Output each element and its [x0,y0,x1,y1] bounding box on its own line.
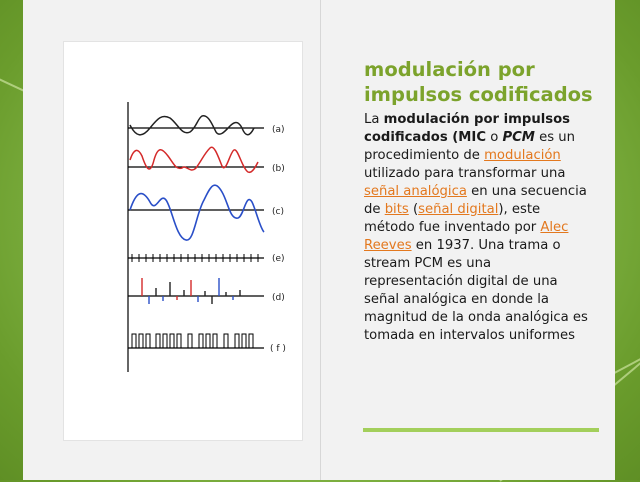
slide-title: modulación por impulsos codificados [364,58,593,106]
label-c: (c) [272,207,284,217]
body-text-run: La [364,112,384,127]
link-bits[interactable]: bits [384,202,409,217]
body-text-run: en 1937. Una trama o stream PCM es una representación digital de una señal analógica en donde la magnitud de la onda analógica es tomada en intervalos uniformes [364,238,588,343]
label-e: (e) [272,254,285,264]
link-modulacion[interactable]: modulación [484,148,561,163]
label-f: ( f ) [270,344,286,354]
signal-b [130,147,258,172]
slide [23,0,615,480]
link-alec-reeves[interactable]: Alec Reeves [364,220,569,253]
body-text-run: ( [408,202,419,217]
signal-c [130,185,264,240]
sample-impulses [142,278,240,304]
body-text-run: ), este método fue inventado por [364,202,541,235]
pcm-diagram [64,42,302,440]
label-b: (b) [272,164,285,174]
label-d: (d) [272,293,285,303]
slide-divider [320,0,321,480]
pcm-figure [63,41,303,441]
accent-bar [363,428,599,432]
text-panel [343,0,613,480]
body-bold-italic-term: PCM [502,130,535,145]
body-text-run: utilizado para transformar una [364,166,566,181]
label-a: (a) [272,125,285,135]
link-senal-analogica[interactable]: señal analógica [364,184,467,199]
pcm-pulse-train [132,334,253,348]
signal-a [130,116,254,135]
body-bold-term: modulación por impulsos codificados (MIC [364,112,571,145]
link-senal-digital[interactable]: señal digital [418,202,499,217]
body-text-run: es un procedimiento de [364,130,576,163]
body-text-run: en una secuencia de [364,184,587,217]
slide-body [364,111,592,345]
body-text-run: o [486,130,503,145]
